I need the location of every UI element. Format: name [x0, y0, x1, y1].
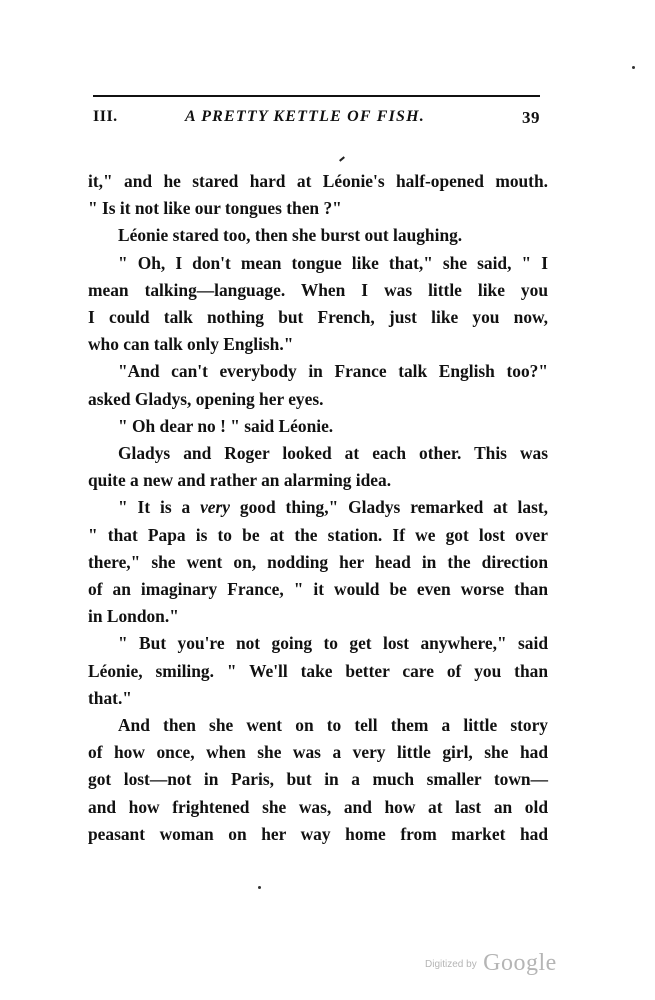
text-line: Léonie, smiling. " We'll take better care of you than — [88, 660, 548, 681]
digitization-watermark — [425, 950, 557, 977]
text-line: " Is it not like our tongues then ?" — [88, 198, 342, 219]
header-rule — [93, 95, 540, 97]
text-line: I could talk nothing but French, just like you now, — [88, 307, 548, 328]
text-line: it," and he stared hard at Léonie's half-opened mouth. — [88, 171, 548, 191]
text-line: " Oh, I don't mean tongue like that," she said, " I — [118, 252, 548, 273]
text-line: " It is a very good thing," Gladys remarked at last, — [118, 497, 548, 518]
ink-mark — [339, 156, 345, 161]
text-line: got lost—not in Paris, but in a much smaller town— — [88, 769, 548, 790]
text-line: Gladys and Roger looked at each other. This was — [118, 443, 548, 464]
watermark-prefix: Digitized by — [425, 959, 477, 970]
text-line: of an imaginary France, " it would be even worse than — [88, 579, 548, 600]
text-line: mean talking—language. When I was little like you — [88, 279, 548, 300]
text-line: " Oh dear no ! " said Léonie. — [118, 415, 334, 436]
chapter-number: III. — [93, 108, 118, 125]
text-line: that." — [88, 687, 132, 708]
text-line: And then she went on to tell them a little story — [118, 715, 548, 736]
running-header — [93, 108, 543, 134]
text-line: peasant woman on her way home from market had — [88, 823, 548, 844]
ink-speck — [632, 66, 635, 69]
watermark-brand: Google — [483, 950, 557, 976]
text-line: and how frightened she was, and how at last an old — [88, 796, 548, 817]
text-line: in London." — [88, 606, 179, 627]
text-line: who can talk only English." — [88, 334, 294, 355]
text-line: quite a new and rather an alarming idea. — [88, 470, 392, 491]
ink-speck — [258, 886, 261, 889]
running-title: A PRETTY KETTLE OF FISH. — [185, 108, 425, 125]
text-line: of how once, when she was a very little girl, she had — [88, 742, 548, 763]
body-text — [88, 168, 548, 848]
text-line: "And can't everybody in France talk English too?" — [118, 361, 548, 382]
page-number: 39 — [522, 108, 540, 127]
text-line: there," she went on, nodding her head in the direction — [88, 551, 548, 572]
text-line: asked Gladys, opening her eyes. — [88, 388, 324, 409]
text-line: " But you're not going to get lost anywhere," said — [118, 633, 548, 654]
text-line: " that Papa is to be at the station. If we got lost over — [88, 524, 548, 545]
emphasis: very — [200, 497, 231, 518]
text-line: Léonie stared too, then she burst out laughing. — [118, 225, 463, 246]
